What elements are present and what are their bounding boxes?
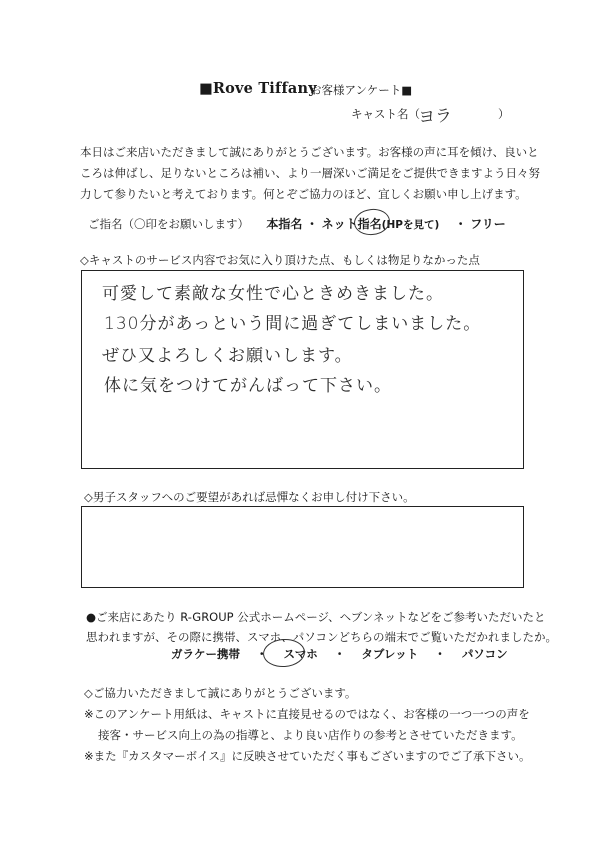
q3-line: ●ご来店にあたり R-GROUP 公式ホームページ、ヘブンネットなどをご参考いただいたと bbox=[86, 610, 546, 624]
nomination-row bbox=[88, 215, 506, 232]
cast-name-label: キャスト名（ bbox=[351, 107, 420, 121]
device-option-feature-phone[interactable]: ガラケー携帯 bbox=[171, 647, 240, 661]
footer-note: 接客・サービス向上の為の指導と、より良い店作りの参考とさせていただきます。 bbox=[98, 728, 523, 742]
intro-line: 本日はご来店いただきまして誠にありがとうございます。お客様の声に耳を傾け、良いと bbox=[80, 145, 539, 159]
nomination-separator: ・ bbox=[305, 217, 318, 231]
survey-title: お客様アンケート■ bbox=[310, 83, 413, 97]
nomination-label: ご指名（〇印をお願いします） bbox=[88, 217, 249, 231]
intro-line: ころは伸ばし、足りないところは補い、より一層深いご満足をご提供できますよう日々努 bbox=[80, 166, 540, 180]
q3-line: 思われますが、その際に携帯、スマホ、パソコンどちらの端末でご覧いただかれましたか。 bbox=[86, 630, 558, 644]
intro-paragraph bbox=[80, 142, 550, 205]
footer-notes bbox=[84, 683, 531, 767]
nomination-net-note: (HPを見て) bbox=[381, 219, 440, 231]
cast-name-close: ） bbox=[498, 107, 510, 121]
footer-note: ※また『カスタマーボイス』に反映させていただく事もございますのでご了承下さい。 bbox=[84, 749, 531, 763]
device-options-row bbox=[171, 646, 508, 662]
device-separator: ・ bbox=[256, 647, 268, 661]
handwritten-answer-line: 体に気をつけてがんばって下さい。 bbox=[104, 376, 392, 396]
device-option-pc[interactable]: パソコン bbox=[461, 647, 508, 661]
footer-note: ※このアンケート用紙は、キャストに直接見せるのではなく、お客様の一つ一つの声を bbox=[84, 707, 530, 721]
nomination-option-regular[interactable]: 本指名 bbox=[266, 217, 303, 231]
handwritten-answer-line: 可愛して素敵な女性で心ときめきました。 bbox=[102, 284, 444, 304]
footer-thanks: ◇ご協力いただきまして誠にありがとうございます。 bbox=[84, 686, 357, 700]
device-separator: ・ bbox=[434, 647, 446, 661]
device-option-smartphone[interactable]: スマホ bbox=[283, 647, 318, 661]
brand-title: ■Rove Tiffany bbox=[199, 80, 317, 97]
selection-circle-mark bbox=[353, 207, 392, 237]
handwritten-answer-line: 130分があっという間に過ぎてしまいました。 bbox=[104, 314, 482, 334]
device-option-tablet[interactable]: タブレット bbox=[361, 647, 419, 661]
nomination-option-free[interactable]: フリー bbox=[470, 217, 506, 231]
nomination-option-net[interactable]: ネット指名 bbox=[321, 217, 382, 231]
q2-label: ◇男子スタッフへのご要望があれば忌憚なくお申し付け下さい。 bbox=[84, 490, 415, 504]
intro-line: 力して参りたいと考えております。何とぞご協力のほど、宜しくお願い申し上げます。 bbox=[80, 187, 527, 201]
cast-name-handwritten: ヨラ bbox=[417, 105, 453, 129]
q3-question bbox=[86, 607, 557, 647]
device-separator: ・ bbox=[333, 647, 346, 661]
q2-answer-box[interactable] bbox=[81, 506, 524, 588]
handwritten-answer-line: ぜひ又よろしくお願いします。 bbox=[102, 346, 353, 366]
q1-answer-box[interactable] bbox=[81, 270, 524, 469]
nomination-separator: ・ bbox=[454, 217, 467, 231]
q1-label: ◇キャストのサービス内容でお気に入り頂けた点、もしくは物足りなかった点 bbox=[80, 253, 480, 267]
